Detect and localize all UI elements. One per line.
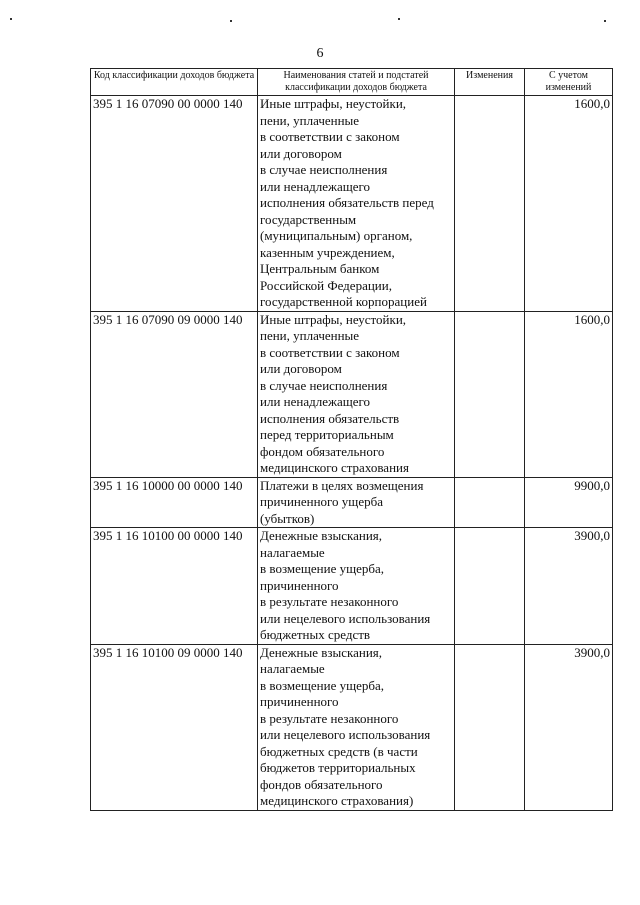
row-code: 395 1 16 10000 00 0000 140 [91, 477, 258, 528]
page-number: 6 [316, 46, 324, 61]
header-code: Код классификации доходов бюджета [91, 69, 258, 96]
row-total: 1600,0 [525, 311, 613, 477]
row-total: 9900,0 [525, 477, 613, 528]
budget-revenue-table [90, 68, 613, 811]
row-change [455, 644, 525, 810]
row-code: 395 1 16 10100 00 0000 140 [91, 528, 258, 645]
row-code: 395 1 16 07090 00 0000 140 [91, 96, 258, 312]
row-change [455, 477, 525, 528]
table-header-row [91, 69, 613, 96]
row-code: 395 1 16 07090 09 0000 140 [91, 311, 258, 477]
row-change [455, 96, 525, 312]
row-total: 3900,0 [525, 644, 613, 810]
table-row [91, 528, 613, 645]
row-name: Денежные взыскания, налагаемые в возмещение ущерба, причиненного в результате незаконного или нецелевого использования бюджетных средств [258, 528, 455, 645]
header-total: С учетом изменений [525, 69, 613, 96]
row-name: Иные штрафы, неустойки, пени, уплаченные в соответствии с законом или договором в случае неисполнения или ненадлежащего исполнения обязательств перед государственным (муниципальным) органом, казенным учреждением, Центральным банком Российской Федерации, государственной корпорацией [258, 96, 455, 312]
row-name: Денежные взыскания, налагаемые в возмещение ущерба, причиненного в результате незаконного или нецелевого использования бюджетных средств (в части бюджетов территориальных фондов обязательного медицинского страхования) [258, 644, 455, 810]
header-name: Наименования статей и подстатей классификации доходов бюджета [258, 69, 455, 96]
table-row [91, 311, 613, 477]
row-change [455, 311, 525, 477]
row-name: Платежи в целях возмещения причиненного ущерба (убытков) [258, 477, 455, 528]
table-row [91, 644, 613, 810]
table-row [91, 96, 613, 312]
header-change: Изменения [455, 69, 525, 96]
row-total: 1600,0 [525, 96, 613, 312]
table-row [91, 477, 613, 528]
row-change [455, 528, 525, 645]
row-name: Иные штрафы, неустойки, пени, уплаченные в соответствии с законом или договором в случае неисполнения или ненадлежащего исполнения обязательств перед территориальным фондом обязательного медицинского страхования [258, 311, 455, 477]
scan-speck [230, 20, 232, 22]
scan-speck [398, 18, 400, 20]
row-code: 395 1 16 10100 09 0000 140 [91, 644, 258, 810]
scan-speck [604, 20, 606, 22]
scan-speck [10, 18, 12, 20]
row-total: 3900,0 [525, 528, 613, 645]
